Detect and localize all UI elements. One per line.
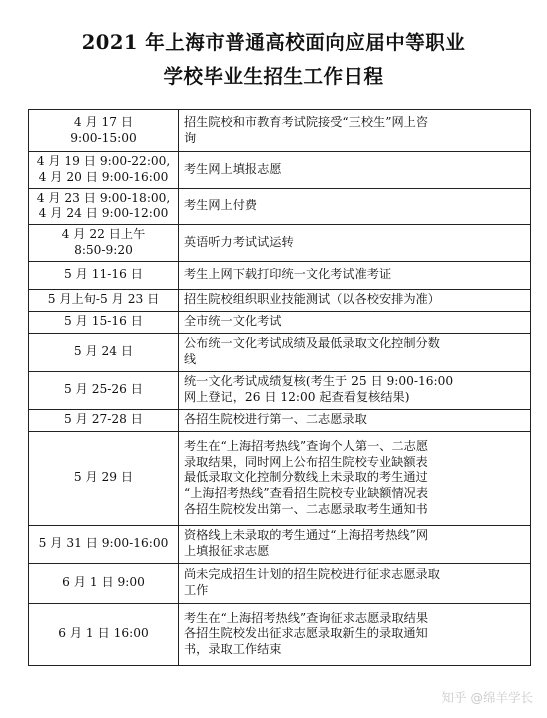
table-row bbox=[29, 409, 531, 431]
schedule-description: 各招生院校进行第一、二志愿录取 bbox=[179, 409, 531, 431]
schedule-table bbox=[28, 109, 531, 666]
schedule-description: 考生在“上海招考热线”查询个人第一、二志愿 录取结果，同时网上公布招生院校专业缺额表 最低录取文化控制分数线上未录取的考生通过 “上海招考热线”查看招生院校专业缺额情况表 各招生院校发出第一、二志愿录取考生通知书 bbox=[179, 431, 531, 525]
schedule-date: 6 月 1 日 9:00 bbox=[29, 563, 179, 603]
table-row bbox=[29, 225, 531, 262]
schedule-date: 5 月 24 日 bbox=[29, 333, 179, 371]
schedule-description: 英语听力考试试运转 bbox=[179, 225, 531, 262]
table-row bbox=[29, 261, 531, 289]
schedule-date: 5 月 11-16 日 bbox=[29, 261, 179, 289]
schedule-date: 6 月 1 日 16:00 bbox=[29, 603, 179, 665]
schedule-date: 4 月 17 日 9:00-15:00 bbox=[29, 110, 179, 152]
document-title-line-1: 2021 年上海市普通高校面向应届中等职业 bbox=[81, 31, 466, 54]
schedule-description: 尚未完成招生计划的招生院校进行征求志愿录取 工作 bbox=[179, 563, 531, 603]
table-row bbox=[29, 525, 531, 563]
schedule-description: 公布统一文化考试成绩及最低录取文化控制分数 线 bbox=[179, 333, 531, 371]
table-row bbox=[29, 563, 531, 603]
table-row bbox=[29, 371, 531, 409]
table-row bbox=[29, 289, 531, 311]
schedule-date: 5 月 25-26 日 bbox=[29, 371, 179, 409]
schedule-description: 考生在“上海招考热线”查询征求志愿录取结果 各招生院校发出征求志愿录取新生的录取通知 书，录取工作结束 bbox=[179, 603, 531, 665]
table-row bbox=[29, 431, 531, 525]
table-row bbox=[29, 603, 531, 665]
schedule-description: 考生网上付费 bbox=[179, 188, 531, 225]
schedule-description: 统一文化考试成绩复核(考生于 25 日 9:00-16:00 网上登记，26 日 12:00 起查看复核结果) bbox=[179, 371, 531, 409]
schedule-date: 4 月 23 日 9:00-18:00, 4 月 24 日 9:00-12:00 bbox=[29, 188, 179, 225]
schedule-date: 5 月 31 日 9:00-16:00 bbox=[29, 525, 179, 563]
schedule-date: 5 月 15-16 日 bbox=[29, 311, 179, 333]
schedule-description: 考生上网下载打印统一文化考试准考证 bbox=[179, 261, 531, 289]
schedule-description: 资格线上未录取的考生通过“上海招考热线”网 上填报征求志愿 bbox=[179, 525, 531, 563]
schedule-date: 4 月 19 日 9:00-22:00, 4 月 20 日 9:00-16:00 bbox=[29, 152, 179, 189]
watermark: 知乎 @绵羊学长 bbox=[441, 690, 533, 705]
schedule-date: 5 月上旬-5 月 23 日 bbox=[29, 289, 179, 311]
document-title-line-2: 学校毕业生招生工作日程 bbox=[163, 65, 384, 88]
schedule-date: 5 月 27-28 日 bbox=[29, 409, 179, 431]
schedule-description: 招生院校和市教育考试院接受“三校生”网上咨 询 bbox=[179, 110, 531, 152]
schedule-description: 考生网上填报志愿 bbox=[179, 152, 531, 189]
table-row bbox=[29, 311, 531, 333]
schedule-date: 4 月 22 日上午 8:50-9:20 bbox=[29, 225, 179, 262]
table-row bbox=[29, 110, 531, 152]
schedule-description: 招生院校组织职业技能测试（以各校安排为准） bbox=[179, 289, 531, 311]
document-title bbox=[0, 26, 547, 94]
table-row bbox=[29, 152, 531, 189]
table-row bbox=[29, 333, 531, 371]
schedule-date: 5 月 29 日 bbox=[29, 431, 179, 525]
table-row bbox=[29, 188, 531, 225]
schedule-description: 全市统一文化考试 bbox=[179, 311, 531, 333]
